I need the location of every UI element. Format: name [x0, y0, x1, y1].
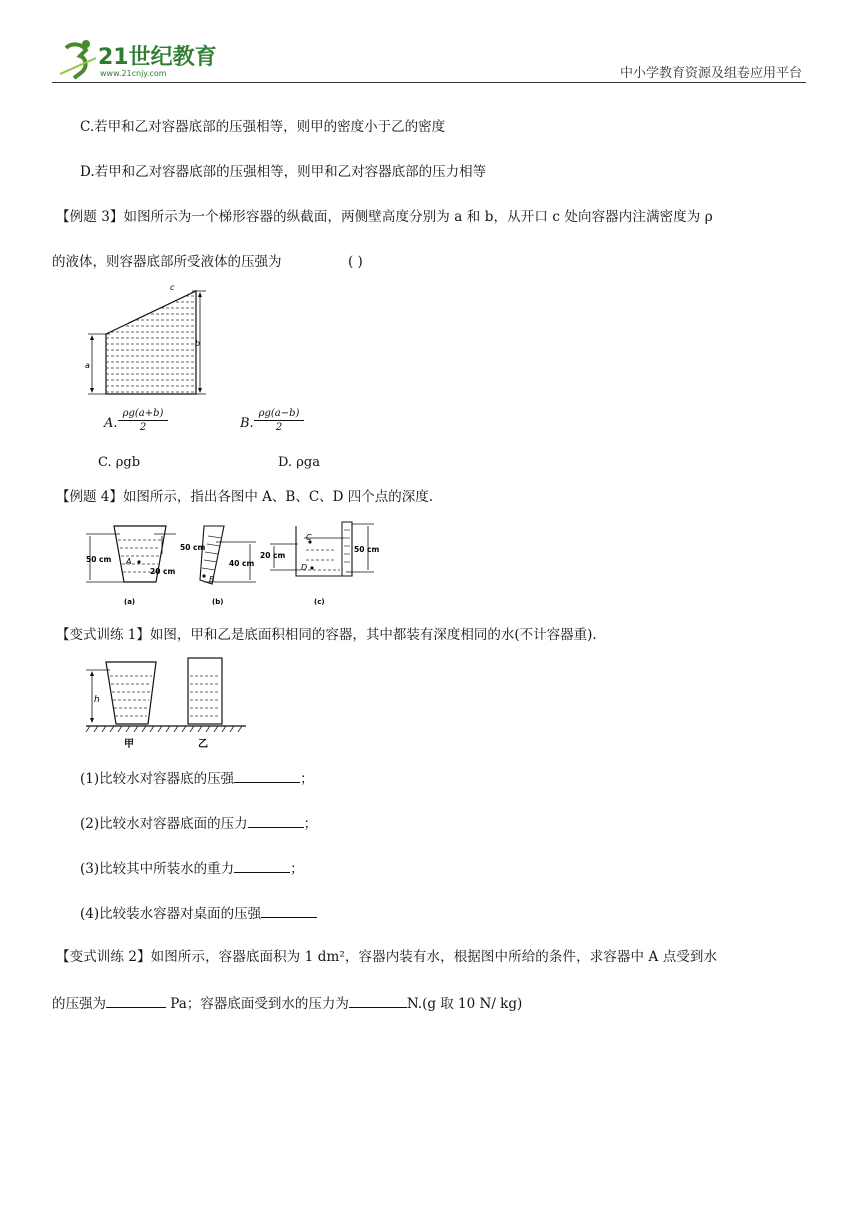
- fraction-bar: [254, 420, 304, 421]
- label-A: A: [126, 557, 132, 566]
- logo-text: 21世纪教育: [98, 45, 217, 70]
- label-c: c: [170, 283, 175, 292]
- example4-text: 【例题 4】如图所示，指出各图中 A、B、C、D 四个点的深度.: [56, 489, 434, 505]
- option-d-ex3: D. ρga: [278, 455, 320, 470]
- option-b-numerator: ρg(a−b): [258, 408, 300, 419]
- figure-a: [86, 526, 176, 606]
- caption-c: (c): [314, 598, 325, 606]
- semicolon: ；: [290, 861, 304, 877]
- caption-b: (b): [212, 598, 224, 606]
- semicolon: ；: [300, 771, 314, 787]
- option-a-fraction: [118, 408, 168, 433]
- trapezoid-container-figure: [80, 282, 220, 402]
- question-2-text: (2)比较水对容器底面的压力: [80, 816, 248, 832]
- figure-c: [260, 522, 379, 606]
- question-4-text: (4)比较装水容器对桌面的压强: [80, 906, 262, 922]
- answer-blank-4[interactable]: [261, 903, 317, 918]
- depth-50cm-a: 50 cm: [86, 555, 112, 564]
- label-B: B: [209, 575, 215, 584]
- variant2-part3: N.(g 取 10 N/ kg): [406, 996, 523, 1012]
- option-c-ex3: C. ρgb: [98, 455, 141, 470]
- variant2-text-cont: [52, 993, 522, 1013]
- variant2-part2: Pa；容器底面受到水的压力为: [166, 996, 349, 1012]
- option-a-numerator: ρg(a+b): [122, 408, 164, 419]
- answer-blank-pressure[interactable]: [106, 993, 166, 1008]
- label-yi: 乙: [198, 739, 208, 750]
- example3-text-cont: 的液体，则容器底部所受液体的压强为: [52, 254, 282, 270]
- example4-figures: [84, 518, 394, 610]
- question-1: [80, 768, 314, 788]
- depth-40cm-b: 40 cm: [229, 559, 255, 568]
- option-b-prefix: B.: [240, 416, 254, 431]
- option-b-denominator: 2: [275, 422, 283, 433]
- option-b-fraction: [254, 408, 304, 433]
- header-rule: [52, 82, 806, 83]
- question-2: [80, 813, 317, 833]
- logo-url: www.21cnjy.com: [100, 69, 167, 78]
- answer-blank-force[interactable]: [349, 993, 407, 1008]
- logo: [52, 38, 222, 82]
- example3-text: 【例题 3】如图所示为一个梯形容器的纵截面，两侧壁高度分别为 a 和 b，从开口 c 处向容器内注满密度为 ρ: [56, 209, 713, 225]
- option-a-prefix: A.: [104, 416, 118, 431]
- label-h: h: [94, 695, 100, 705]
- height-50cm-c: 50 cm: [354, 545, 380, 554]
- variant1-figure: [84, 654, 254, 750]
- length-50cm-b: 50 cm: [180, 543, 206, 552]
- question-4: [80, 903, 317, 923]
- label-D: D: [301, 563, 308, 572]
- figure-b: [180, 526, 256, 606]
- fraction-bar: [118, 420, 168, 421]
- question-3: [80, 858, 304, 878]
- depth-20cm-a: 20 cm: [150, 567, 176, 576]
- answer-blank-1[interactable]: [234, 768, 300, 783]
- example3-paren: ( ): [348, 254, 363, 270]
- label-b: b: [195, 339, 201, 348]
- option-c: C.若甲和乙对容器底部的压强相等，则甲的密度小于乙的密度: [80, 119, 446, 135]
- question-1-text: (1)比较水对容器底的压强: [80, 771, 235, 787]
- variant2-part1: 的压强为: [52, 996, 106, 1012]
- semicolon: ；: [303, 816, 318, 832]
- depth-20cm-c: 20 cm: [260, 551, 286, 560]
- answer-blank-3[interactable]: [234, 858, 290, 873]
- question-3-text: (3)比较其中所装水的重力: [80, 861, 235, 877]
- label-a: a: [85, 361, 90, 370]
- label-jia: 甲: [124, 739, 134, 750]
- platform-name: 中小学教育资源及组卷应用平台: [619, 66, 802, 81]
- runner-icon: [66, 44, 86, 78]
- variant1-text: 【变式训练 1】如图，甲和乙是底面积相同的容器，其中都装有深度相同的水(不计容器重).: [56, 627, 597, 643]
- variant2-text: 【变式训练 2】如图所示，容器底面积为 1 dm²，容器内装有水，根据图中所给的条件，求容器中 A 点受到水: [56, 949, 718, 965]
- option-d: D.若甲和乙对容器底部的压强相等，则甲和乙对容器底部的压力相等: [80, 164, 487, 180]
- option-a-denominator: 2: [139, 422, 147, 433]
- label-C: C: [306, 533, 312, 542]
- caption-a: (a): [124, 598, 136, 606]
- answer-blank-2[interactable]: [248, 813, 304, 828]
